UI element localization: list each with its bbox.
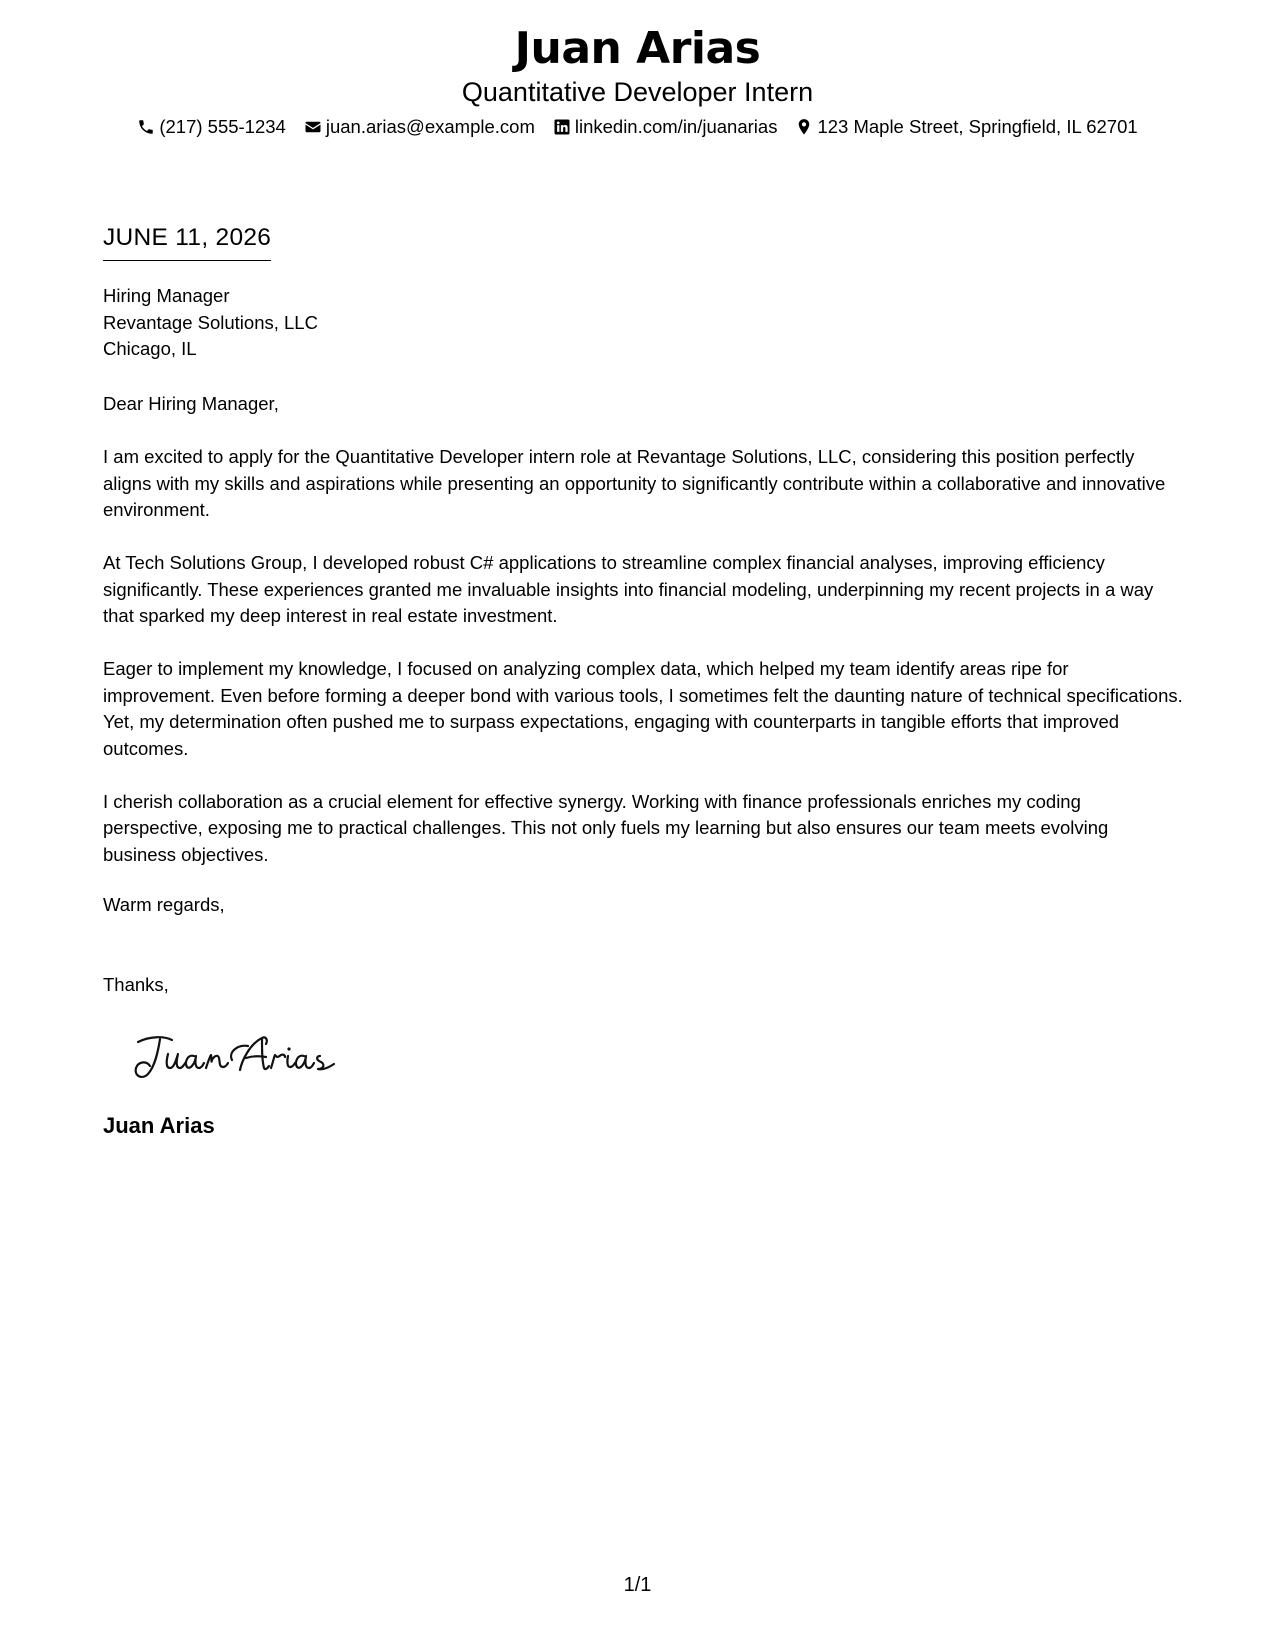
map-pin-icon xyxy=(795,118,813,136)
contact-email xyxy=(304,114,535,140)
letter-content xyxy=(103,391,1183,895)
linkedin-link[interactable]: linkedin.com/in/juanarias xyxy=(574,116,778,137)
recipient-line: Revantage Solutions, LLC xyxy=(103,311,318,333)
closing: Warm regards, xyxy=(103,894,225,915)
phone-icon xyxy=(137,118,155,136)
recipient-line: Hiring Manager xyxy=(103,285,230,306)
linkedin-icon xyxy=(553,118,571,136)
phone-text: (217) 555-1234 xyxy=(159,116,286,137)
recipient-block xyxy=(103,283,318,363)
envelope-icon xyxy=(304,118,322,136)
body-paragraph: Eager to implement my knowledge, I focused on analyzing complex data, which helped my team identify areas ripe for improvement. Even before forming a deeper bond with various tools, I sometimes felt the daunting nature of technical specifications. Yet, my determination often pushed me to surpass expectations, engaging with counterparts in tangible efforts that improved outcomes. xyxy=(103,658,1183,759)
body-paragraph: At Tech Solutions Group, I developed robust C# applications to streamline complex financial analyses, improving efficiency significantly. These experiences granted me invaluable insights into financial modeling, underpinning my recent projects in a way that sparked my deep interest in real estate investment. xyxy=(103,552,1154,626)
applicant-name: Juan Arias xyxy=(514,23,761,74)
contact-linkedin xyxy=(553,114,778,140)
thanks: Thanks, xyxy=(103,974,169,995)
address-text: 123 Maple Street, Springfield, IL 62701 xyxy=(817,116,1138,137)
email-link[interactable]: juan.arias@example.com xyxy=(325,116,535,137)
applicant-title: Quantitative Developer Intern xyxy=(461,77,814,107)
letter-date: JUNE 11, 2026 xyxy=(103,222,271,261)
contact-info xyxy=(0,114,1275,140)
letter-header xyxy=(0,22,1275,140)
handwritten-signature xyxy=(128,1030,348,1086)
body-paragraph: I cherish collaboration as a crucial element for effective synergy. Working with finance professionals enriches my coding perspective, exposing me to practical challenges. This not only fuels my learning but also ensures our team meets evolving business objectives. xyxy=(103,790,1109,865)
contact-phone xyxy=(137,114,286,140)
contact-address xyxy=(795,114,1137,140)
recipient-line: Chicago, IL xyxy=(103,338,197,359)
body-paragraph: I am excited to apply for the Quantitative Developer intern role at Revantage Solutions, LLC, considering this position perfectly aligns with my skills and aspirations while presenting an opportunity to significantly contribute within a collaborative and innovative environment. xyxy=(103,446,1166,520)
signer-name: Juan Arias xyxy=(103,1113,215,1138)
salutation: Dear Hiring Manager, xyxy=(103,393,279,414)
page-number: 1/1 xyxy=(623,1574,652,1596)
